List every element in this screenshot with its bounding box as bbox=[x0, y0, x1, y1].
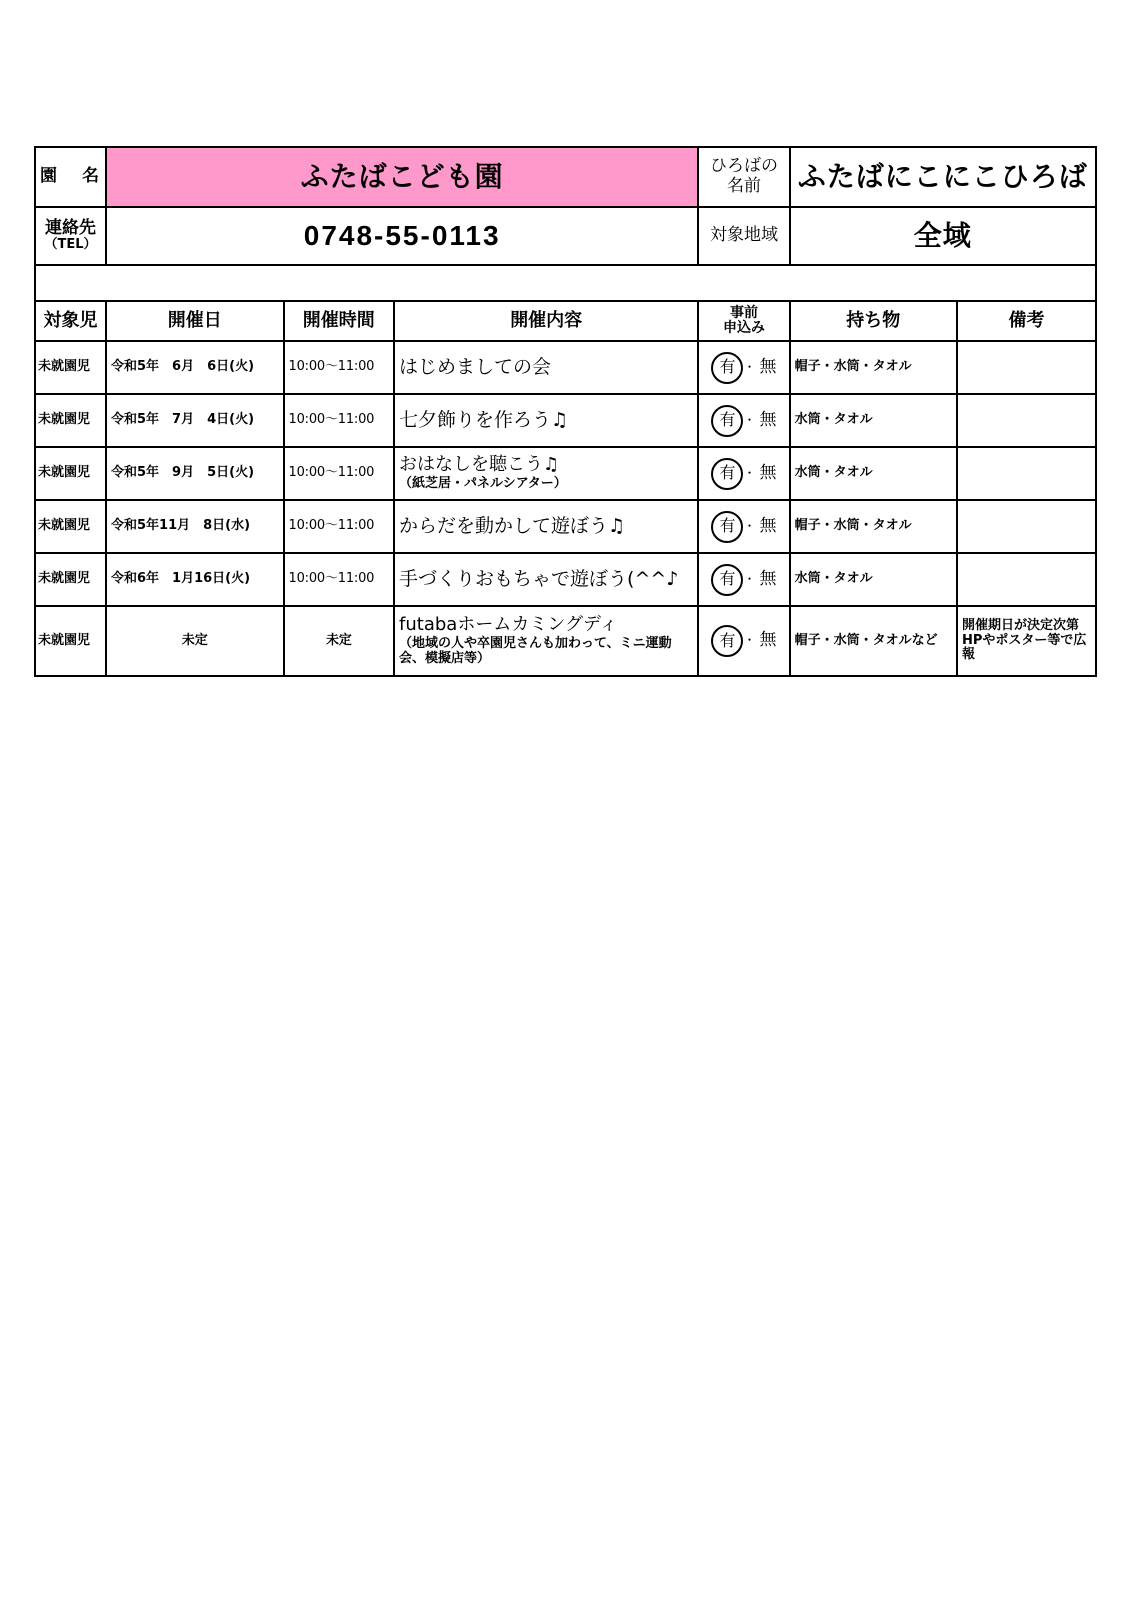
apply-no: 無 bbox=[759, 462, 777, 483]
area-value: 全域 bbox=[913, 218, 972, 252]
table-row bbox=[35, 447, 1096, 500]
apply-separator: ・ bbox=[743, 571, 756, 586]
row-items: 帽子・水筒・タオル bbox=[790, 341, 957, 394]
hiroba-label-2: 名前 bbox=[726, 176, 761, 196]
col-items: 持ち物 bbox=[790, 301, 957, 341]
row-content bbox=[394, 341, 698, 394]
hiroba-name: ふたばにこにこひろば bbox=[797, 159, 1088, 193]
row-date: 令和5年 7月 4日(火) bbox=[106, 394, 284, 447]
apply-separator: ・ bbox=[743, 633, 756, 648]
apply-yes-circled: 有 bbox=[711, 564, 743, 596]
row-content bbox=[394, 553, 698, 606]
col-apply-2: 申込み bbox=[722, 320, 765, 336]
row-apply bbox=[698, 447, 789, 500]
apply-no: 無 bbox=[759, 356, 777, 377]
row-apply bbox=[698, 606, 789, 676]
row-content bbox=[394, 447, 698, 500]
row-items: 帽子・水筒・タオルなど bbox=[790, 606, 957, 676]
row-target: 未就園児 bbox=[35, 553, 106, 606]
en-label-cell bbox=[35, 147, 106, 207]
hiroba-name-cell bbox=[790, 147, 1096, 207]
row-date: 未定 bbox=[106, 606, 284, 676]
row-apply bbox=[698, 341, 789, 394]
col-time: 開催時間 bbox=[284, 301, 395, 341]
apply-no: 無 bbox=[759, 515, 777, 536]
row-date: 令和5年 9月 5日(火) bbox=[106, 447, 284, 500]
col-content: 開催内容 bbox=[394, 301, 698, 341]
row-content-sub: （紙芝居・パネルシアター） bbox=[399, 476, 567, 492]
row-content-main: futabaホームカミングディ bbox=[399, 614, 618, 636]
apply-separator: ・ bbox=[743, 412, 756, 427]
row-notes bbox=[957, 500, 1096, 553]
row-apply bbox=[698, 500, 789, 553]
row-target: 未就園児 bbox=[35, 500, 106, 553]
area-cell bbox=[790, 207, 1096, 265]
area-label-cell bbox=[698, 207, 789, 265]
col-target: 対象児 bbox=[35, 301, 106, 341]
row-time: 10:00～11:00 bbox=[284, 447, 395, 500]
row-apply bbox=[698, 394, 789, 447]
apply-yes-circled: 有 bbox=[711, 458, 743, 490]
contact-label-cell bbox=[35, 207, 106, 265]
table-row bbox=[35, 394, 1096, 447]
table-row bbox=[35, 341, 1096, 394]
apply-yes-circled: 有 bbox=[711, 625, 743, 657]
apply-no: 無 bbox=[759, 568, 777, 589]
row-content bbox=[394, 500, 698, 553]
row-content-sub: （地域の人や卒園児さんも加わって、ミニ運動会、模擬店等） bbox=[399, 635, 672, 667]
contact-label-2: （TEL） bbox=[44, 237, 97, 253]
row-items: 帽子・水筒・タオル bbox=[790, 500, 957, 553]
row-content-main: はじめましての会 bbox=[399, 355, 552, 378]
hiroba-label-1: ひろばの bbox=[709, 156, 778, 177]
row-items: 水筒・タオル bbox=[790, 394, 957, 447]
row-time: 10:00～11:00 bbox=[284, 394, 395, 447]
row-notes bbox=[957, 341, 1096, 394]
phone-cell bbox=[106, 207, 698, 265]
apply-no: 無 bbox=[759, 630, 777, 651]
row-time: 10:00～11:00 bbox=[284, 553, 395, 606]
apply-no: 無 bbox=[759, 409, 777, 430]
row-date: 令和6年 1月16日(火) bbox=[106, 553, 284, 606]
spacer-row bbox=[35, 265, 1096, 301]
row-time: 10:00～11:00 bbox=[284, 341, 395, 394]
apply-separator: ・ bbox=[743, 465, 756, 480]
header-row-2 bbox=[35, 207, 1096, 265]
en-name: ふたばこども園 bbox=[300, 159, 504, 193]
row-apply bbox=[698, 553, 789, 606]
en-name-cell bbox=[106, 147, 698, 207]
col-apply bbox=[698, 301, 789, 341]
row-notes bbox=[957, 447, 1096, 500]
row-content-main: 七夕飾りを作ろう♫ bbox=[399, 408, 569, 431]
spacer-cell bbox=[35, 265, 1096, 301]
row-content-main: 手づくりおもちゃで遊ぼう(^^♪ bbox=[399, 567, 679, 590]
hiroba-label-cell bbox=[698, 147, 789, 207]
row-notes bbox=[957, 553, 1096, 606]
row-notes: 開催期日が決定次第HPやポスター等で広報 bbox=[957, 606, 1096, 676]
row-items: 水筒・タオル bbox=[790, 447, 957, 500]
phone-number: 0748-55-0113 bbox=[303, 219, 501, 251]
en-label-b: 名 bbox=[82, 166, 99, 187]
header-row-1 bbox=[35, 147, 1096, 207]
row-time: 10:00～11:00 bbox=[284, 500, 395, 553]
row-date: 令和5年 6月 6日(火) bbox=[106, 341, 284, 394]
schedule-table bbox=[34, 146, 1097, 677]
table-row bbox=[35, 606, 1096, 676]
table-row bbox=[35, 553, 1096, 606]
apply-separator: ・ bbox=[743, 359, 756, 374]
apply-separator: ・ bbox=[743, 518, 756, 533]
row-target: 未就園児 bbox=[35, 394, 106, 447]
col-apply-1: 事前 bbox=[729, 304, 758, 321]
column-header-row bbox=[35, 301, 1096, 341]
area-label: 対象地域 bbox=[709, 225, 778, 246]
row-content bbox=[394, 606, 698, 676]
row-items: 水筒・タオル bbox=[790, 553, 957, 606]
apply-yes-circled: 有 bbox=[711, 511, 743, 543]
col-date: 開催日 bbox=[106, 301, 284, 341]
table-row bbox=[35, 500, 1096, 553]
row-content-main: おはなしを聴こう♫ bbox=[399, 454, 560, 476]
apply-yes-circled: 有 bbox=[711, 405, 743, 437]
row-time: 未定 bbox=[284, 606, 395, 676]
row-target: 未就園児 bbox=[35, 606, 106, 676]
apply-yes-circled: 有 bbox=[711, 352, 743, 384]
en-label-a: 園 bbox=[40, 166, 57, 187]
row-date: 令和5年11月 8日(水) bbox=[106, 500, 284, 553]
row-content bbox=[394, 394, 698, 447]
row-target: 未就園児 bbox=[35, 447, 106, 500]
row-target: 未就園児 bbox=[35, 341, 106, 394]
contact-label-1: 連絡先 bbox=[45, 217, 96, 238]
row-content-main: からだを動かして遊ぼう♫ bbox=[399, 514, 626, 537]
col-notes: 備考 bbox=[957, 301, 1096, 341]
row-notes bbox=[957, 394, 1096, 447]
